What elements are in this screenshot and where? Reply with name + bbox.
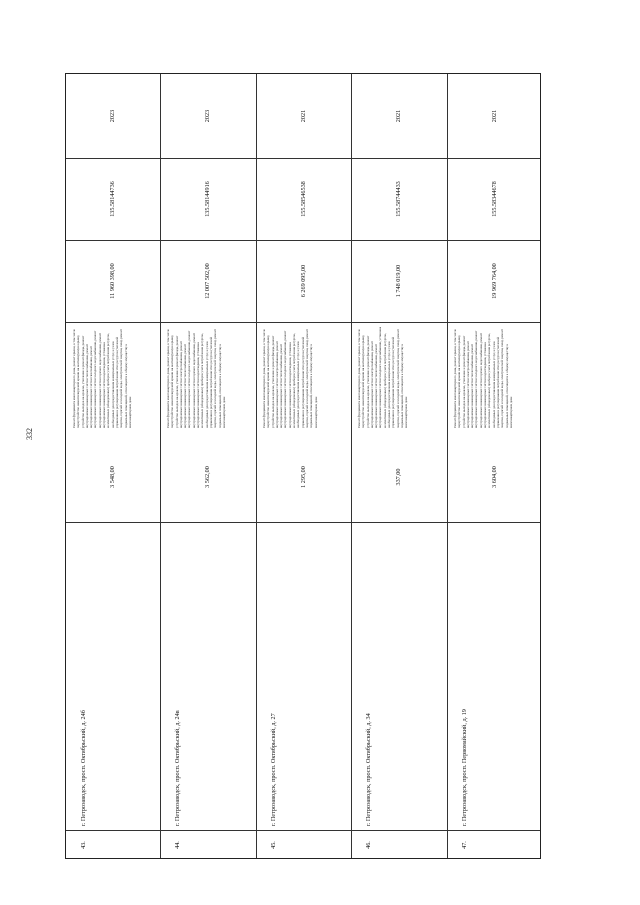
cell-code: 135.58144736 xyxy=(109,181,116,217)
cell-num: 45. xyxy=(270,841,277,849)
cell-address: г. Петрозаводск, просп. Октябрьский, д. 24б xyxy=(80,710,87,826)
cell-cost: 12 007 502,00 xyxy=(204,263,211,299)
cell-code: 155.58546538 xyxy=(299,181,307,217)
cell-address: г. Петрозаводск, просп. Октябрьский, д. 27 xyxy=(270,713,277,826)
cell-year: 2023 xyxy=(204,109,211,123)
row-divider xyxy=(351,74,352,858)
cell-year: 2021 xyxy=(490,109,498,123)
row-divider xyxy=(256,74,257,858)
cell-description: Ремонт фундамента многоквартирного дома, ремонт крыши, в том числе переустройство невентилируемой крыши на вентилируемую крышу, устройство выходов на кровлю, утепление и ремонт фасада, ремонт внутридомовых инженерных систем теплоснабжения, ремонт внутридомовых инженерных систем газоснабжения, ремонт внутридомовых инженерных систем холодного водоснабжения, ремонт внутридомовых инженерных систем горячего водоснабжения, ремонт внутридомовых инженерных систем водоотведения, установка коллективных (общедомовых) приборов учета потребления ресурсов, необходимых для предоставления коммунальных услуг, и узлов управления и регулирования потребления этих ресурсов (тепловой энергии, горячей и холодной воды, электрической энергии, газа), ремонт подвальных помещений, относящихся к общему имуществу в многоквартирном доме xyxy=(72,329,132,428)
cell-description: Ремонт фундамента многоквартирного дома, ремонт крыши, в том числе переустройство невентилируемой крыши на вентилируемую крышу, устройство выходов на кровлю, утепление и ремонт фасада, ремонт внутридомовых инженерных систем электроснабжения, ремонт внутридомовых инженерных систем теплоснабжения, ремонт внутридомовых инженерных систем холодного водоснабжения, ремонт внутридомовых инженерных систем водоотведения, установка коллективных (общедомовых) приборов учета потребления ресурсов, необходимых для предоставления коммунальных услуг, и узлов управления и регулирования потребления этих ресурсов (тепловой энергии, горячей и холодной воды, электрической энергии, газа), ремонт подвальных помещений, относящихся к общему имуществу в многоквартирном доме xyxy=(262,329,318,428)
cell-num: 43. xyxy=(80,841,87,849)
column-divider xyxy=(66,322,540,323)
cell-address: г. Петрозаводск, просп. Октябрьский, д. 34 xyxy=(365,713,372,826)
cell-address: г. Петрозаводск, просп. Первомайский, д. 19 xyxy=(461,709,468,826)
cell-code: 155.58344678 xyxy=(490,181,498,217)
cell-description: Ремонт фундамента многоквартирного дома, ремонт крыши, в том числе переустройство невентилируемой крыши на вентилируемую крышу, устройство выходов на кровлю, утепление и ремонт фасада, ремонт внутридомовых инженерных систем электроснабжения, ремонт внутридомовых инженерных систем теплоснабжения, ремонт внутридомовых инженерных систем холодного водоснабжения, ремонт внутридомовых инженерных систем горячего водоснабжения, ремонт внутридомовых инженерных систем водоотведения, установка коллективных (общедомовых) приборов учета потребления ресурсов, необходимых для предоставления коммунальных услуг, и узлов управления и регулирования потребления этих ресурсов (тепловой энергии, горячей и холодной воды, электрической энергии, газа), ремонт подвальных помещений, относящихся к общему имуществу в многоквартирном доме xyxy=(453,329,513,428)
cell-cost: 6 269 095,00 xyxy=(299,264,307,298)
cell-year: 2021 xyxy=(395,109,402,123)
cell-code: 155.58744433 xyxy=(395,181,402,217)
cell-area: 3 548,00 xyxy=(109,466,116,488)
cell-num: 47. xyxy=(461,841,468,849)
cell-address: г. Петрозаводск, просп. Октябрьский, д. 24в xyxy=(174,710,181,826)
page-number: 332 xyxy=(25,428,34,440)
cell-cost: 11 960 398,00 xyxy=(109,263,116,299)
cell-cost: 1 748 019,00 xyxy=(395,264,402,298)
cell-description: Ремонт фундамента многоквартирного дома, ремонт крыши, в том числе переустройство невентилируемой крыши на вентилируемую крышу, устройство выходов на кровлю, утепление и ремонт фасада, ремонт внутридомовых инженерных систем электроснабжения, ремонт внутридомовых инженерных систем теплоснабжения, ремонт внутридомовых инженерных систем холодного водоснабжения, установка коллективных (общедомовых) приборов учета потребления ресурсов, необходимых для предоставления коммунальных услуг, и узлов управления и регулирования потребления этих ресурсов (тепловой энергии, горячей и холодной воды, электрической энергии, газа), ремонт подвальных помещений, относящихся к общему имуществу в многоквартирном доме xyxy=(357,326,409,428)
cell-area: 337,00 xyxy=(395,468,402,486)
cell-area: 3 562,00 xyxy=(204,466,211,488)
cell-code: 135.58144916 xyxy=(204,181,211,217)
row-divider xyxy=(447,74,448,858)
row-divider xyxy=(160,74,161,858)
cell-num: 46. xyxy=(365,841,372,849)
cell-num: 44. xyxy=(174,841,181,849)
cell-area: 1 295,00 xyxy=(299,466,307,488)
cell-year: 2023 xyxy=(109,109,116,123)
cell-description: Ремонт фундамента многоквартирного дома, ремонт крыши, в том числе переустройство невентилируемой крыши на вентилируемую крышу, устройство выходов на кровлю, утепление и ремонт фасада, ремонт внутридомовых инженерных систем электроснабжения, ремонт внутридомовых инженерных систем теплоснабжения, ремонт внутридомовых инженерных систем холодного водоснабжения, ремонт внутридомовых инженерных систем горячего водоснабжения, ремонт внутридомовых инженерных систем водоотведения, установка коллективных (общедомовых) приборов учета потребления ресурсов, необходимых для предоставления коммунальных услуг, и узлов управления и регулирования потребления этих ресурсов (тепловой энергии, горячей и холодной воды, электрической энергии, газа), ремонт подвальных помещений, относящихся к общему имуществу в многоквартирном доме xyxy=(166,329,226,428)
repair-program-table xyxy=(65,73,541,859)
cell-year: 2021 xyxy=(299,109,307,123)
cell-area: 3 604,00 xyxy=(490,466,498,488)
cell-cost: 19 969 764,00 xyxy=(490,263,498,299)
